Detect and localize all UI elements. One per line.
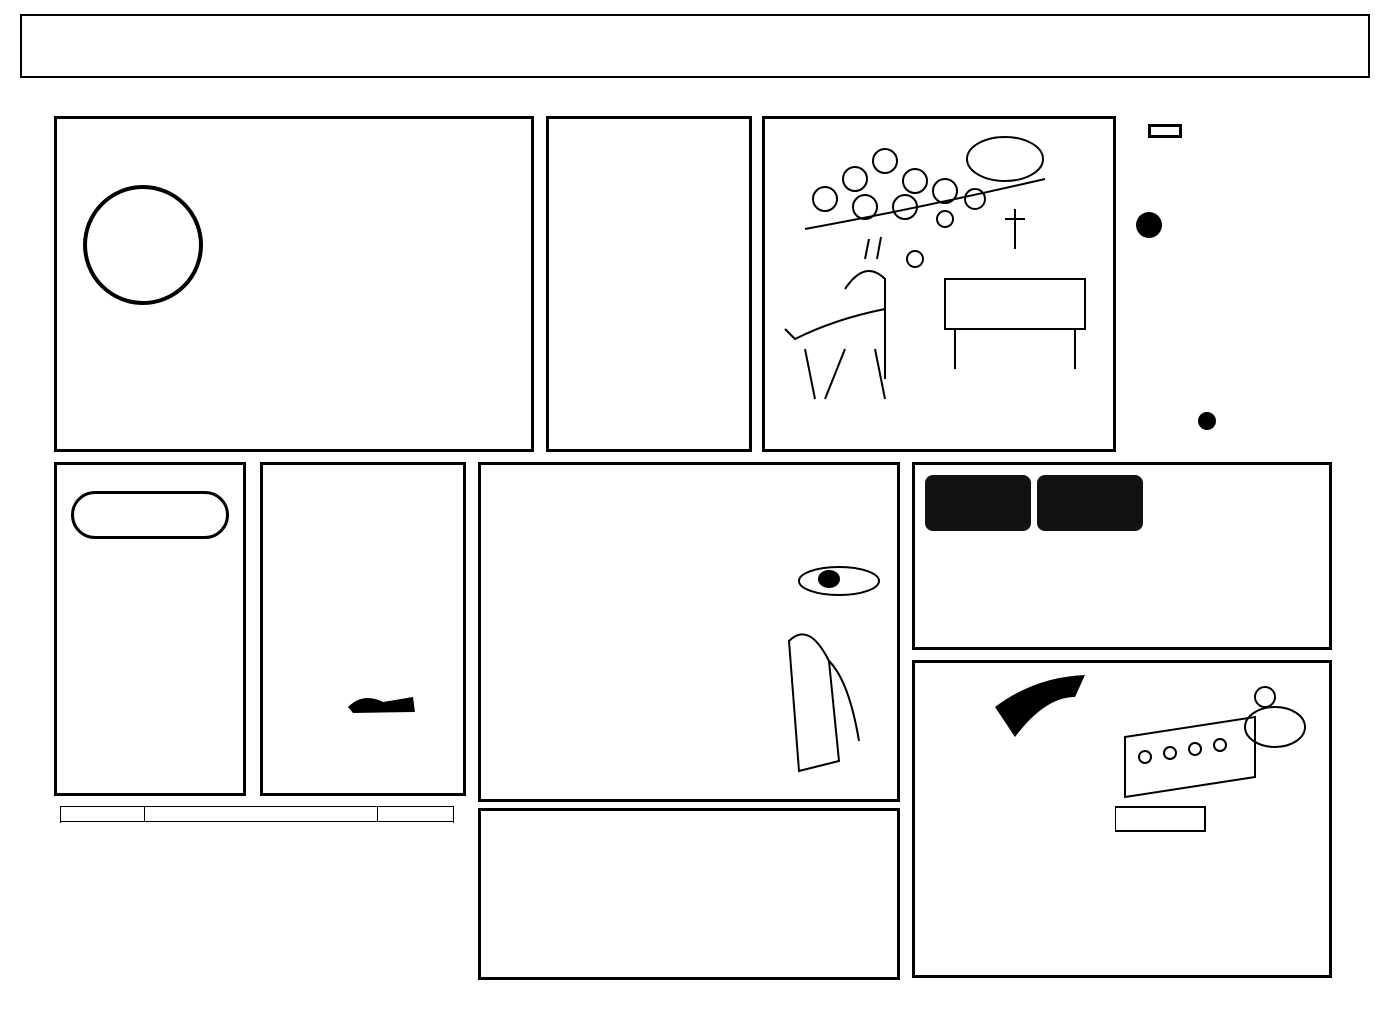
- spirit-code-text: [537, 561, 727, 771]
- brush-stroke-icon: [975, 667, 1095, 737]
- deer-coins-illustration: [765, 119, 1113, 449]
- mark-six-band-right: [1336, 118, 1362, 980]
- masthead-box: [54, 116, 534, 452]
- total-open-button: [925, 475, 1031, 531]
- black-dot-icon: [1136, 212, 1162, 238]
- col-color: [378, 807, 454, 822]
- special-number-box: [54, 462, 246, 796]
- riddle-box: [912, 660, 1332, 978]
- results-table: [60, 806, 454, 822]
- seal-logo: [83, 185, 203, 305]
- col-issue: [61, 807, 145, 822]
- abacus-mouse-illustration: [1115, 677, 1325, 837]
- spirit-numbers-box: [546, 116, 752, 452]
- search-map-box: [1118, 116, 1332, 452]
- header-frame: [20, 14, 1370, 78]
- dog-icon: [343, 687, 423, 717]
- search-map-title: [1148, 124, 1182, 138]
- open-result-box: [912, 462, 1332, 650]
- mark-six-band-top: [18, 84, 1363, 114]
- col-result: [145, 807, 378, 822]
- illustration-box: [762, 116, 1116, 452]
- black-dot-icon: [1198, 412, 1216, 430]
- special-title: [71, 491, 229, 539]
- special-open-button: [1037, 475, 1143, 531]
- pig-sage-illustration: [769, 561, 889, 781]
- spirit-code-box: [478, 462, 900, 802]
- mark-six-band-left: [24, 118, 50, 980]
- poem-box: [260, 462, 466, 796]
- pills-box: [478, 808, 900, 980]
